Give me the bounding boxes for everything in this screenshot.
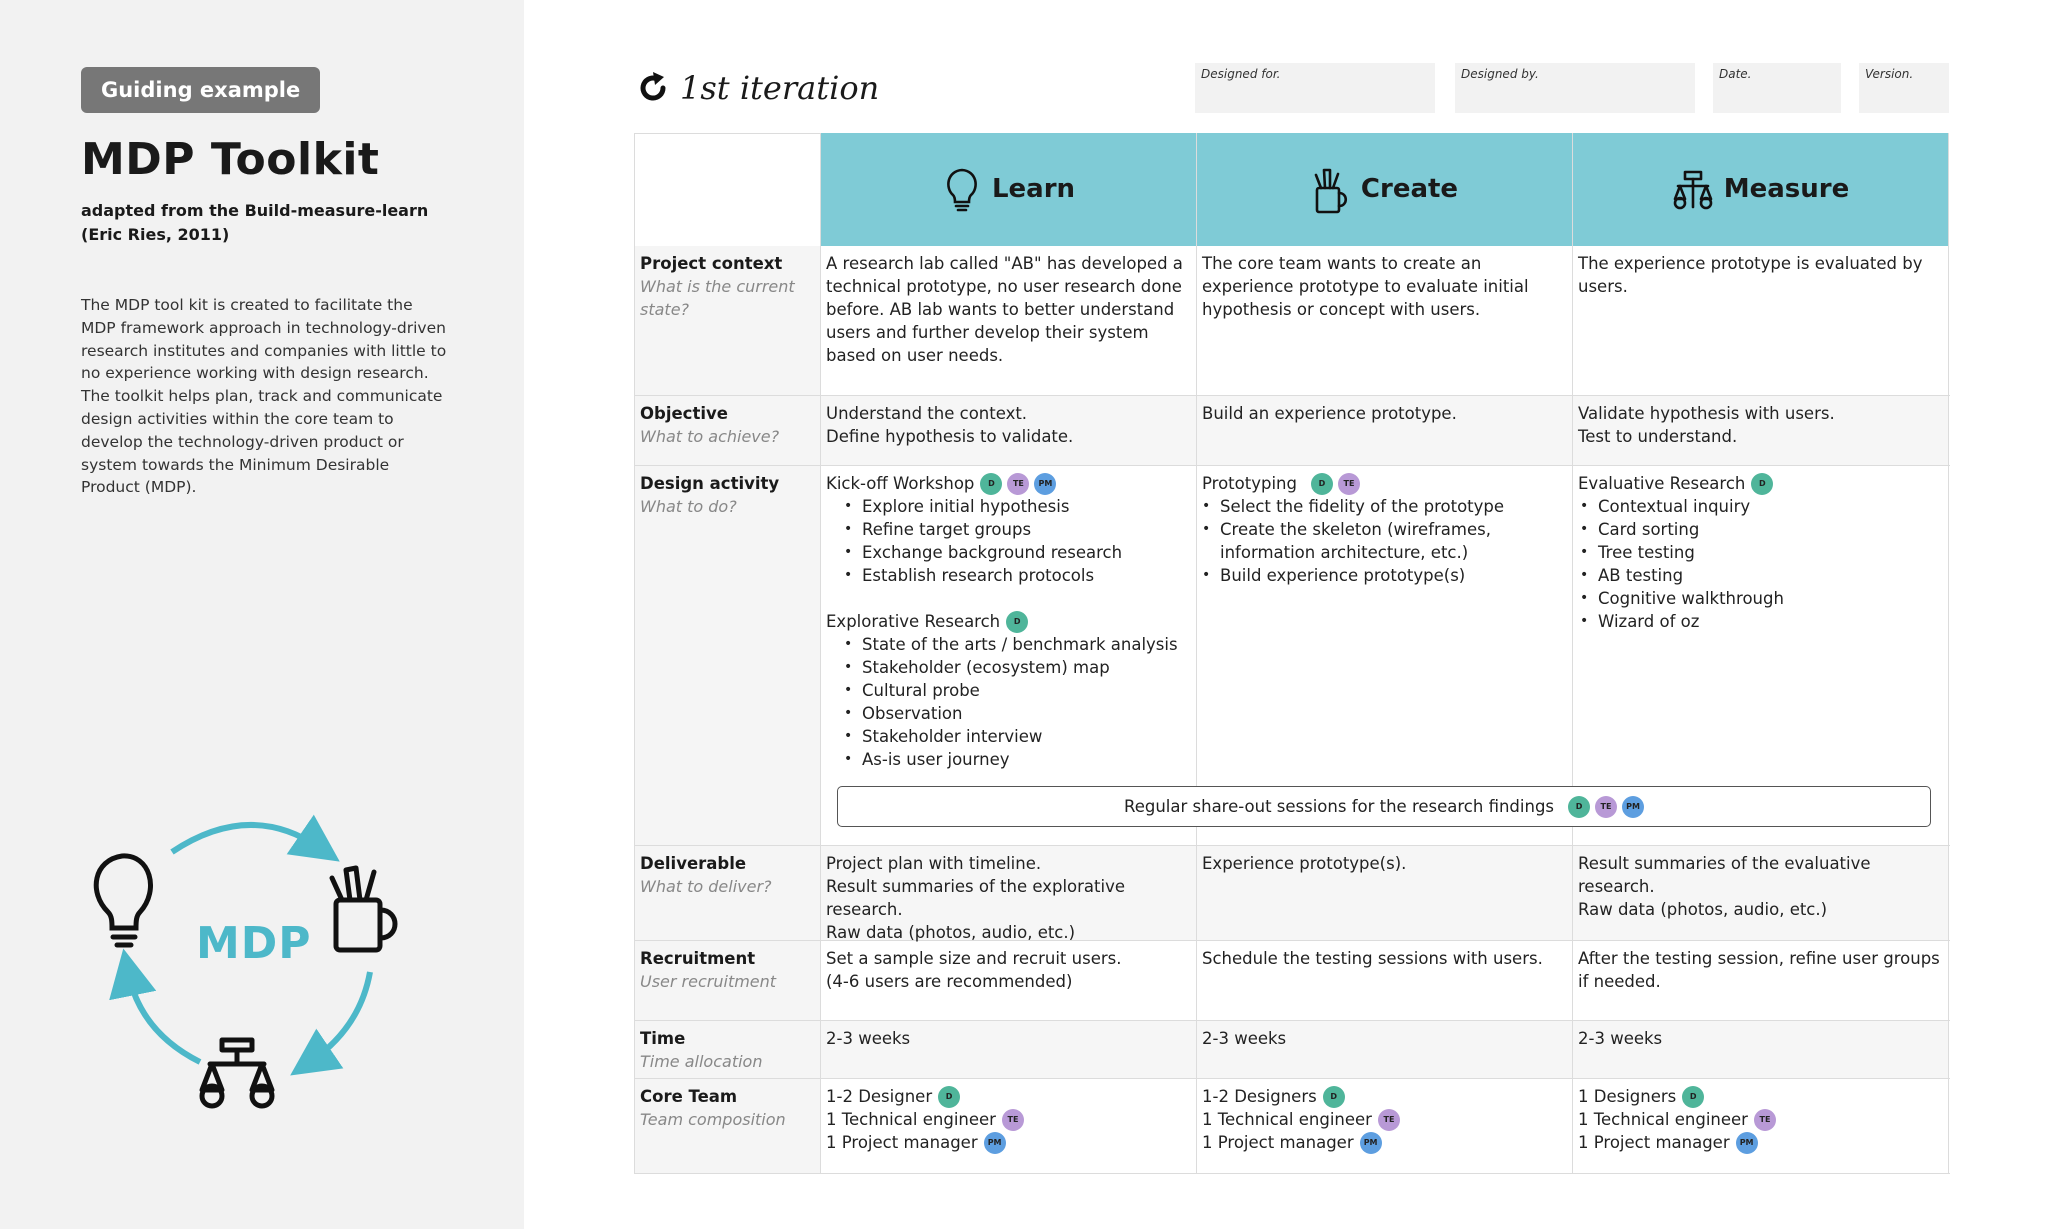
row-subtitle: Time allocation [640,1052,763,1071]
cycle-arrow-top [172,825,320,852]
text-line: Raw data (photos, audio, etc.) [826,923,1076,942]
cell-team-learn [821,1079,1197,1173]
row-subtitle: What is the current state? [640,277,795,319]
team-role: 1-2 Designer [826,1087,933,1106]
mdp-table [634,133,1950,1174]
column-header-measure [1573,133,1949,246]
technical-engineer-badge: TE [1002,1109,1024,1131]
row-design-activity [634,466,1950,846]
cell-recruitment-create [1197,941,1573,1020]
cell-team-create [1197,1079,1573,1173]
row-title: Project context [640,254,783,273]
column-header-create [1197,133,1573,246]
row-title: Objective [640,404,728,423]
cell-deliverable-learn [821,846,1197,940]
list-item: • Stakeholder (ecosystem) map [844,656,1191,679]
designer-badge: D [1006,611,1028,633]
scale-icon [1672,169,1714,211]
cell-recruitment-learn [821,941,1197,1020]
team-role: 1 Designers [1578,1087,1677,1106]
text-line: Build an experience prototype. [1202,404,1457,423]
list-item: • Tree testing [1580,541,1943,564]
list-item: • Card sorting [1580,518,1943,541]
lightbulb-icon [942,167,982,213]
pencil-cup-icon [332,868,395,950]
row-deliverable [634,846,1950,941]
text-line: Project plan with timeline. [826,854,1042,873]
list-item: • Cultural probe [844,679,1191,702]
cycle-arrow-left [128,972,200,1062]
evaluative-list [1580,495,1943,633]
cell-recruitment-measure [1573,941,1949,1020]
cell-team-measure [1573,1079,1949,1173]
cell-deliverable-create [1197,846,1573,940]
designer-badge: D [1311,473,1333,495]
designer-badge: D [1568,796,1590,818]
scale-icon [202,1040,272,1106]
row-label-cell [634,846,821,940]
list-item: • Contextual inquiry [1580,495,1943,518]
row-subtitle: User recruitment [640,972,777,991]
column-header-learn [821,133,1197,246]
technical-engineer-badge: TE [1338,473,1360,495]
guiding-example-badge: Guiding example [81,67,320,113]
team-role: 1 Technical engineer [826,1110,996,1129]
technical-engineer-badge: TE [1007,473,1029,495]
cell-objective-create [1197,396,1573,465]
list-item: • Explore initial hypothesis [844,495,1191,518]
cell-context-measure: The experience prototype is evaluated by users. [1573,246,1949,395]
row-label-cell [634,941,821,1020]
list-item: • As-is user journey [844,748,1191,771]
designed-by-field[interactable] [1455,63,1695,113]
list-item: • Observation [844,702,1191,725]
iteration-label: 1st iteration [680,69,880,107]
designed-by-label: Designed by. [1461,67,1539,81]
text-line: Set a sample size and recruit users. [826,949,1122,968]
version-field[interactable] [1859,63,1949,113]
date-field[interactable] [1713,63,1841,113]
technical-engineer-badge: TE [1378,1109,1400,1131]
cell-objective-learn [821,396,1197,465]
team-role: 1 Technical engineer [1202,1110,1372,1129]
list-item: • Cognitive walkthrough [1580,587,1943,610]
text-line: Define hypothesis to validate. [826,427,1074,446]
activity-title [1202,472,1567,495]
project-manager-badge: PM [1360,1132,1382,1154]
activity-title [1578,472,1943,495]
designed-for-label: Designed for. [1201,67,1281,81]
shareout-banner [837,786,1931,827]
refresh-icon [636,71,670,105]
designer-badge: D [1682,1086,1704,1108]
project-manager-badge: PM [1034,473,1056,495]
text-line: Schedule the testing sessions with users. [1202,949,1543,968]
text-line: Test to understand. [1578,427,1738,446]
row-project-context [634,246,1950,396]
explorative-title: Explorative Research [826,612,1001,631]
version-label: Version. [1865,67,1914,81]
column-header-measure-label: Measure [1723,174,1850,204]
team-role: 1 Project manager [1202,1133,1354,1152]
project-manager-badge: PM [1736,1132,1758,1154]
table-corner-cell [634,133,821,246]
kickoff-list [844,495,1191,587]
text-line: Experience prototype(s). [1202,854,1407,873]
text-line: Understand the context. [826,404,1028,423]
date-label: Date. [1719,67,1752,81]
row-label-cell [634,1021,821,1078]
row-subtitle: Team composition [640,1110,786,1129]
technical-engineer-badge: TE [1754,1109,1776,1131]
column-header-create-label: Create [1360,174,1459,204]
column-header-learn-label: Learn [991,174,1076,204]
row-time [634,1021,1950,1079]
row-label-cell [634,246,821,395]
row-objective [634,396,1950,466]
iteration-header [636,66,879,110]
row-recruitment [634,941,1950,1021]
mdp-label: MDP [196,918,312,969]
text-line: After the testing session, refine user groups if needed. [1578,949,1940,991]
cell-time-create: 2-3 weeks [1197,1021,1573,1078]
prototyping-title: Prototyping [1202,474,1297,493]
cell-time-measure: 2-3 weeks [1573,1021,1949,1078]
toolkit-description: The MDP tool kit is created to facilitate the MDP framework approach in technology-driven research institutes and companies with little to no experience working with design research. The toolkit helps plan, track and communicate design activities within the core team to develop the technology-driven product or system towards the Minimum Desirable Product (MDP). [81,296,447,497]
row-title: Core Team [640,1087,738,1106]
page-subtitle: adapted from the Build-measure-learn (Eric Ries, 2011) [81,201,429,244]
explorative-list [844,633,1191,771]
text-line: Result summaries of the explorative research. [826,877,1126,919]
shareout-text: Regular share-out sessions for the research findings [1123,797,1555,816]
designed-for-field[interactable] [1195,63,1435,113]
activity-title [826,472,1191,495]
cell-context-learn: A research lab called "AB" has developed a technical prototype, no user research done before. AB lab wants to better understand users and further develop their system based on user needs. [821,246,1197,395]
list-item: • Build experience prototype(s) [1202,564,1567,587]
row-label-cell [634,396,821,465]
row-title: Time [640,1029,686,1048]
lightbulb-icon [96,856,150,945]
list-item: • Refine target groups [844,518,1191,541]
text-line: Validate hypothesis with users. [1578,404,1835,423]
technical-engineer-badge: TE [1595,796,1617,818]
list-item: • Wizard of oz [1580,610,1943,633]
designer-badge: D [1751,473,1773,495]
text-line: Raw data (photos, audio, etc.) [1578,900,1828,919]
evaluative-title: Evaluative Research [1578,474,1746,493]
kickoff-title: Kick-off Workshop [826,474,975,493]
list-item: • Select the fidelity of the prototype [1202,495,1567,518]
designer-badge: D [938,1086,960,1108]
cell-time-learn: 2-3 weeks [821,1021,1197,1078]
team-role: 1-2 Designers [1202,1087,1317,1106]
row-subtitle: What to do? [640,497,737,516]
page-title: MDP Toolkit [81,134,380,185]
prototyping-list [1202,495,1567,587]
pencil-cup-icon [1311,166,1351,214]
row-label-cell [634,466,821,845]
project-manager-badge: PM [1622,796,1644,818]
list-item: • Stakeholder interview [844,725,1191,748]
team-role: 1 Project manager [1578,1133,1730,1152]
left-panel [0,0,524,1229]
text-line: (4-6 users are recommended) [826,972,1073,991]
row-title: Design activity [640,474,780,493]
project-manager-badge: PM [984,1132,1006,1154]
row-title: Deliverable [640,854,747,873]
activity-title [826,610,1191,633]
cycle-arrow-right [310,972,370,1062]
cell-deliverable-measure [1573,846,1949,940]
designer-badge: D [1323,1086,1345,1108]
row-core-team [634,1079,1950,1174]
row-subtitle: What to achieve? [640,427,780,446]
team-role: 1 Technical engineer [1578,1110,1748,1129]
team-role: 1 Project manager [826,1133,978,1152]
cell-context-create: The core team wants to create an experience prototype to evaluate initial hypothesis or concept with users. [1197,246,1573,395]
list-item: • Exchange background research [844,541,1191,564]
row-title: Recruitment [640,949,756,968]
row-subtitle: What to deliver? [640,877,772,896]
list-item: • Create the skeleton (wireframes, information architecture, etc.) [1202,518,1567,564]
cell-objective-measure [1573,396,1949,465]
list-item: • State of the arts / benchmark analysis [844,633,1191,656]
table-header-row [634,133,1950,246]
row-label-cell [634,1079,821,1173]
list-item: • Establish research protocols [844,564,1191,587]
list-item: • AB testing [1580,564,1943,587]
designer-badge: D [980,473,1002,495]
text-line: Result summaries of the evaluative research. [1578,854,1871,896]
